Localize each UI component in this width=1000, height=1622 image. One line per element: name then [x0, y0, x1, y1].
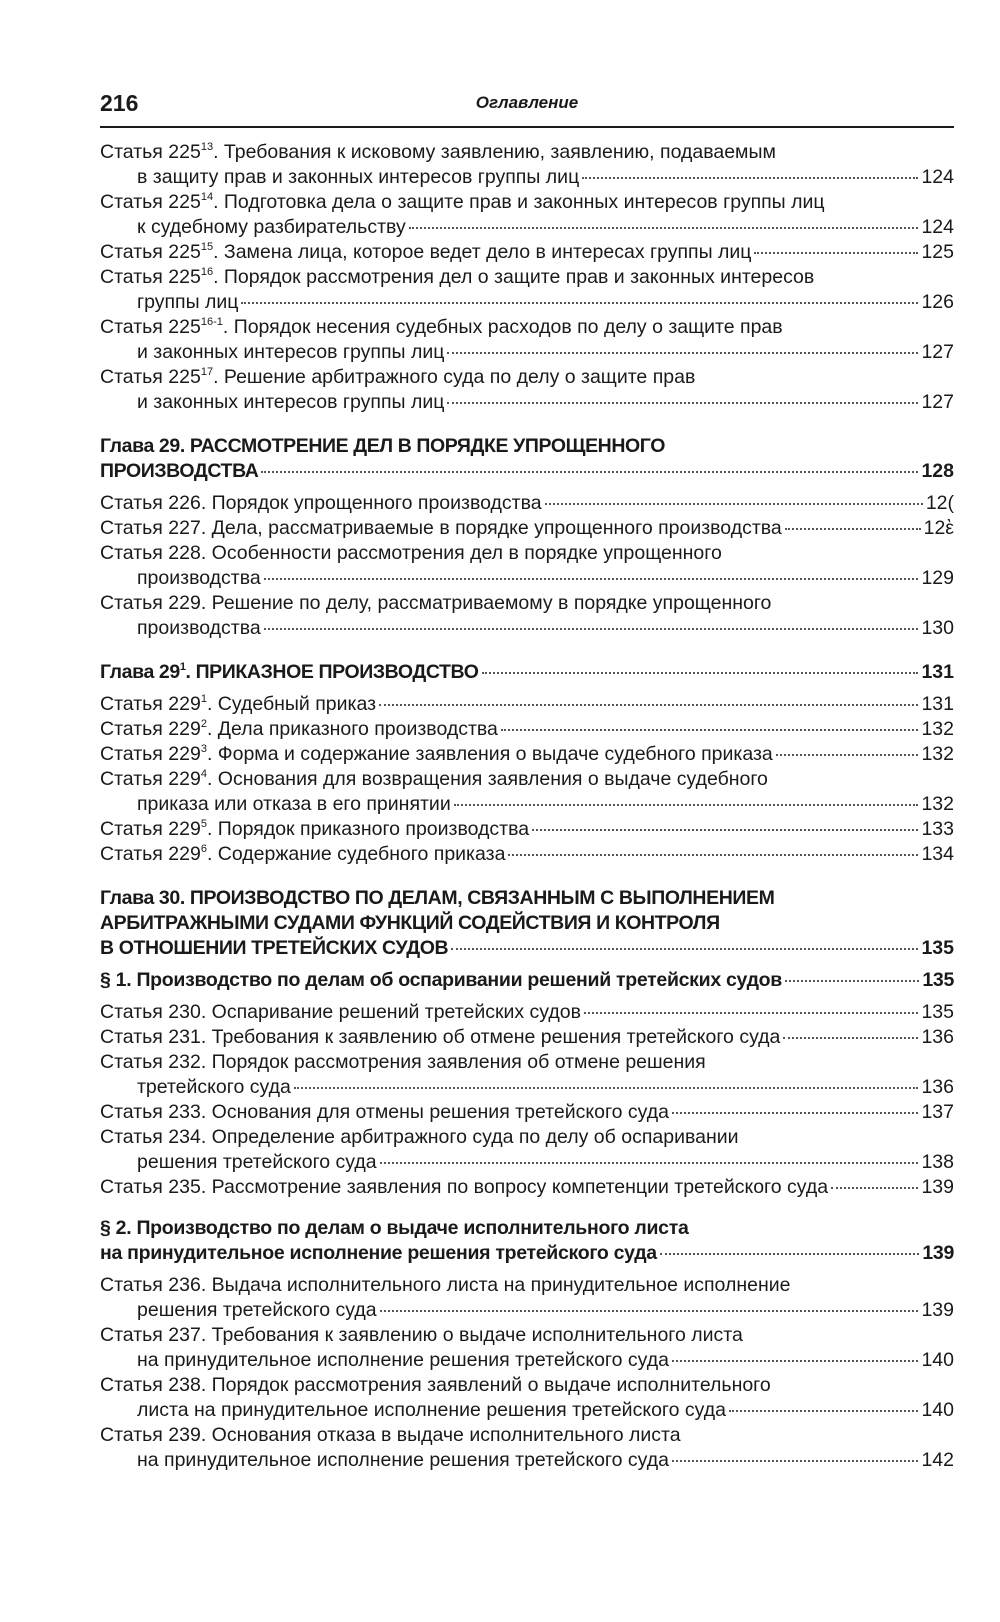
dot-leader	[501, 729, 919, 731]
entry-heading	[100, 591, 771, 616]
toc-line	[100, 491, 954, 516]
entry-number: Глава 29	[100, 661, 180, 683]
entry-number: Статья 237	[100, 1324, 201, 1346]
dot-leader	[261, 471, 918, 473]
entry-title: . Производство по делам об оспаривании решений третейских судов	[126, 969, 782, 991]
toc-line	[100, 165, 954, 190]
dot-leader	[380, 1310, 919, 1312]
entry-title: . Решение по делу, рассматриваемому в порядке упрощенного	[200, 592, 772, 614]
toc-line	[100, 817, 954, 842]
entry-title-cont: листа на принудительное исполнение решения третейского суда	[137, 1399, 726, 1421]
page-ref: 139	[922, 1242, 954, 1264]
entry-heading	[100, 140, 776, 165]
entry-heading	[100, 1175, 828, 1200]
entry-title-cont: третейского суда	[137, 1076, 291, 1098]
dot-leader	[241, 302, 918, 304]
entry-heading	[100, 516, 782, 541]
toc-line	[100, 968, 954, 993]
entry-number: § 1	[100, 969, 127, 991]
page-ref: 12(	[925, 492, 954, 514]
page-ref: 132	[921, 718, 954, 740]
toc-line	[100, 660, 954, 685]
toc-line	[100, 190, 954, 215]
page-ref: 132	[921, 793, 954, 815]
entry-title: . Производство по делам о выдаче исполнительного листа	[126, 1217, 689, 1239]
toc-line	[100, 541, 954, 566]
entry-heading	[100, 1100, 669, 1125]
toc-article	[100, 1373, 954, 1423]
toc-line	[100, 717, 954, 742]
entry-title-cont: решения третейского суда	[137, 1299, 377, 1321]
toc-line	[100, 1448, 954, 1473]
entry-heading	[100, 1423, 681, 1448]
dot-leader	[783, 1037, 918, 1039]
page-ref: 131	[921, 693, 954, 715]
entry-title-cont: на принудительное исполнение решения третейского суда	[137, 1349, 669, 1371]
entry-title: . Основания для отмены решения третейского суда	[200, 1101, 669, 1123]
dot-leader	[672, 1112, 918, 1114]
entry-title: . Определение арбитражного суда по делу об оспаривании	[200, 1126, 739, 1148]
entry-title: . Рассмотрение заявления по вопросу компетенции третейского суда	[200, 1176, 829, 1198]
entry-superscript: 3	[200, 743, 207, 755]
entry-number: Статья 229	[100, 693, 201, 715]
toc-line	[100, 365, 954, 390]
toc-article	[100, 1125, 954, 1175]
entry-title: . Решение арбитражного суда по делу о защите прав	[213, 366, 696, 388]
entry-number: Статья 229	[100, 743, 201, 765]
page-ref: 136	[921, 1076, 954, 1098]
toc-chapter	[100, 660, 954, 685]
dot-leader	[409, 227, 919, 229]
entry-title-cont: на принудительное исполнение решения третейского суда	[137, 1449, 669, 1471]
toc-line	[100, 459, 954, 484]
entry-title-cont: АРБИТРАЖНЫМИ СУДАМИ ФУНКЦИЙ СОДЕЙСТВИЯ И КОНТРОЛЯ	[100, 912, 720, 934]
entry-title-cont: ПРОИЗВОДСТВА	[100, 460, 259, 482]
toc-article	[100, 591, 954, 641]
toc-line	[100, 140, 954, 165]
toc-line	[100, 340, 954, 365]
toc-line	[100, 1025, 954, 1050]
dot-leader	[672, 1360, 919, 1362]
toc-line	[100, 1075, 954, 1100]
entry-title: . РАССМОТРЕНИЕ ДЕЛ В ПОРЯДКЕ УПРОЩЕННОГО	[179, 435, 665, 457]
toc-line	[100, 1423, 954, 1448]
entry-heading	[100, 315, 783, 340]
dot-leader	[660, 1253, 920, 1255]
toc-article	[100, 541, 954, 591]
toc-line	[100, 1298, 954, 1323]
toc-line	[100, 265, 954, 290]
entry-heading	[100, 817, 529, 842]
entry-number: Глава 29	[100, 435, 180, 457]
entry-title: . Порядок рассмотрения дел о защите прав и законных интересов	[213, 266, 815, 288]
toc-line	[100, 1125, 954, 1150]
page-ref: 133	[921, 818, 954, 840]
entry-superscript: 2	[200, 718, 207, 730]
toc-article	[100, 140, 954, 190]
entry-title: . Дела приказного производства	[206, 718, 498, 740]
dot-leader	[447, 402, 918, 404]
entry-number: Статья 230	[100, 1001, 201, 1023]
toc-line	[100, 1241, 954, 1266]
page-ref: 12ὲ	[923, 517, 954, 539]
entry-heading	[100, 434, 665, 459]
entry-number: Статья 226	[100, 492, 201, 514]
toc-line	[100, 315, 954, 340]
toc-line	[100, 390, 954, 415]
toc-article	[100, 1100, 954, 1125]
entry-title: . Основания для возвращения заявления о выдаче судебного	[206, 768, 768, 790]
entry-superscript: 5	[200, 818, 207, 830]
entry-title: . Порядок рассмотрения заявлений о выдаче исполнительного	[200, 1374, 771, 1396]
entry-heading	[100, 190, 825, 215]
page-ref: 135	[922, 969, 954, 991]
entry-heading	[100, 365, 695, 390]
dot-leader	[482, 672, 919, 674]
entry-number: Статья 225	[100, 366, 201, 388]
page-ref: 131	[921, 661, 954, 683]
toc-article	[100, 1000, 954, 1025]
page-ref: 137	[921, 1101, 954, 1123]
entry-heading	[100, 660, 479, 685]
toc-article	[100, 315, 954, 365]
entry-superscript: 1	[200, 693, 207, 705]
entry-number: Статья 229	[100, 843, 201, 865]
entry-number: Глава 30	[100, 887, 180, 909]
entry-title-cont: В ОТНОШЕНИИ ТРЕТЕЙСКИХ СУДОВ	[100, 937, 449, 959]
entry-number: Статья 225	[100, 191, 201, 213]
entry-heading	[100, 265, 814, 290]
toc-line	[100, 1175, 954, 1200]
entry-title: . Порядок рассмотрения заявления об отмене решения	[200, 1051, 706, 1073]
entry-number: Статья 234	[100, 1126, 201, 1148]
toc-chapter	[100, 886, 954, 961]
dot-leader	[582, 177, 918, 179]
entry-number: Статья 229	[100, 718, 201, 740]
entry-number: Статья 239	[100, 1424, 201, 1446]
entry-heading	[100, 692, 376, 717]
dot-leader	[451, 948, 918, 950]
toc-article	[100, 365, 954, 415]
entry-number: § 2	[100, 1217, 127, 1239]
page-ref: 136	[921, 1026, 954, 1048]
toc-article	[100, 516, 954, 541]
entry-title: . Замена лица, которое ведет дело в интересах группы лиц	[213, 241, 752, 263]
entry-number: Статья 229	[100, 768, 201, 790]
entry-heading	[100, 1000, 581, 1025]
toc-article	[100, 1423, 954, 1473]
toc-line	[100, 290, 954, 315]
page-ref: 134	[921, 843, 954, 865]
toc-line	[100, 842, 954, 867]
entry-number: Статья 225	[100, 316, 201, 338]
entry-number: Статья 238	[100, 1374, 201, 1396]
entry-superscript: 4	[200, 768, 207, 780]
toc-line	[100, 516, 954, 541]
page-ref: 135	[921, 1001, 954, 1023]
entry-number: Статья 225	[100, 266, 201, 288]
entry-number: Статья 229	[100, 818, 201, 840]
page-ref: 140	[921, 1399, 954, 1421]
toc-line	[100, 1050, 954, 1075]
dot-leader	[454, 804, 919, 806]
toc-article	[100, 1175, 954, 1200]
entry-title: . Содержание судебного приказа	[206, 843, 506, 865]
toc-line	[100, 215, 954, 240]
entry-superscript: 6	[200, 843, 207, 855]
page-ref: 127	[921, 341, 954, 363]
entry-heading	[100, 240, 751, 265]
entry-title: . Подготовка дела о защите прав и законных интересов группы лиц	[213, 191, 825, 213]
entry-number: Статья 236	[100, 1274, 201, 1296]
dot-leader	[672, 1460, 919, 1462]
page-ref: 129	[921, 567, 954, 589]
toc-section	[100, 968, 954, 993]
entry-heading	[100, 491, 542, 516]
toc-article	[100, 1025, 954, 1050]
toc-article	[100, 692, 954, 717]
entry-heading	[100, 968, 782, 993]
toc-line	[100, 1150, 954, 1175]
entry-title: . ПРИКАЗНОЕ ПРОИЗВОДСТВО	[185, 661, 479, 683]
entry-heading	[100, 1273, 790, 1298]
toc-line	[100, 1273, 954, 1298]
entry-heading	[100, 886, 774, 911]
dot-leader	[264, 628, 919, 630]
page-ref: 126	[921, 291, 954, 313]
entry-superscript: 14	[200, 191, 214, 203]
dot-leader	[447, 352, 918, 354]
entry-title: . Порядок упрощенного производства	[200, 492, 542, 514]
entry-title: . ПРОИЗВОДСТВО ПО ДЕЛАМ, СВЯЗАННЫМ С ВЫПОЛНЕНИЕМ	[179, 887, 775, 909]
toc-article	[100, 717, 954, 742]
toc-line	[100, 1348, 954, 1373]
dot-leader	[545, 503, 923, 505]
toc-article	[100, 817, 954, 842]
entry-number: Статья 228	[100, 542, 201, 564]
entry-superscript: 15	[200, 241, 214, 253]
entry-title: . Требования к исковому заявлению, заявлению, подаваемым	[213, 141, 776, 163]
entry-title-cont: группы лиц	[137, 291, 239, 313]
toc-line	[100, 616, 954, 641]
entry-number: Статья 225	[100, 141, 201, 163]
entry-heading	[100, 1323, 743, 1348]
entry-number: Статья 229	[100, 592, 201, 614]
entry-title: . Порядок несения судебных расходов по делу о защите прав	[222, 316, 783, 338]
entry-heading	[100, 1025, 780, 1050]
dot-leader	[294, 1087, 919, 1089]
entry-title: . Выдача исполнительного листа на принудительное исполнение	[200, 1274, 791, 1296]
page-ref: 140	[921, 1349, 954, 1371]
entry-heading	[100, 1050, 706, 1075]
entry-heading	[100, 1373, 771, 1398]
page-ref: 139	[921, 1176, 954, 1198]
dot-leader	[508, 854, 918, 856]
dot-leader	[584, 1012, 918, 1014]
dot-leader	[785, 980, 919, 982]
entry-title: . Дела, рассматриваемые в порядке упрощенного производства	[200, 517, 782, 539]
entry-number: Статья 231	[100, 1026, 201, 1048]
page-ref: 132	[921, 743, 954, 765]
dot-leader	[831, 1187, 918, 1189]
toc-article	[100, 265, 954, 315]
entry-superscript: 16	[200, 266, 214, 278]
toc-line	[100, 742, 954, 767]
toc-line	[100, 1000, 954, 1025]
toc-line	[100, 240, 954, 265]
toc-line	[100, 1373, 954, 1398]
entry-superscript: 17	[200, 366, 214, 378]
toc-line	[100, 792, 954, 817]
entry-title-cont: решения третейского суда	[137, 1151, 377, 1173]
toc-article	[100, 491, 954, 516]
dot-leader	[264, 578, 919, 580]
page-ref: 124	[921, 216, 954, 238]
entry-title: . Судебный приказ	[206, 693, 377, 715]
entry-title: . Особенности рассмотрения дел в порядке упрощенного	[200, 542, 722, 564]
entry-heading	[100, 1125, 739, 1150]
entry-heading	[100, 1216, 689, 1241]
toc-line	[100, 1323, 954, 1348]
toc-line	[100, 591, 954, 616]
toc-line	[100, 911, 954, 936]
entry-number: Статья 232	[100, 1051, 201, 1073]
toc-article	[100, 842, 954, 867]
dot-leader	[776, 754, 919, 756]
page-header	[100, 86, 954, 128]
entry-title-cont: и законных интересов группы лиц	[137, 391, 445, 413]
toc-article	[100, 1323, 954, 1373]
entry-superscript: 13	[200, 141, 214, 153]
page-ref: 128	[921, 460, 954, 482]
table-of-contents	[100, 140, 954, 1473]
running-title: Оглавление	[475, 93, 579, 112]
toc-line	[100, 936, 954, 961]
entry-number: Статья 235	[100, 1176, 201, 1198]
entry-number: Статья 225	[100, 241, 201, 263]
page-ref: 142	[921, 1449, 954, 1471]
entry-title-cont: в защиту прав и законных интересов группы лиц	[137, 166, 580, 188]
dot-leader	[785, 528, 921, 530]
page-ref: 139	[921, 1299, 954, 1321]
toc-article	[100, 190, 954, 240]
dot-leader	[729, 1410, 919, 1412]
entry-heading	[100, 742, 773, 767]
toc-article	[100, 1273, 954, 1323]
toc-line	[100, 767, 954, 792]
entry-title-cont: приказа или отказа в его принятии	[137, 793, 451, 815]
entry-title-cont: и законных интересов группы лиц	[137, 341, 445, 363]
page-ref: 130	[921, 617, 954, 639]
entry-title-cont: производства	[137, 617, 261, 639]
page-number: 216	[100, 90, 139, 116]
page-ref: 127	[921, 391, 954, 413]
entry-number: Статья 227	[100, 517, 201, 539]
toc-chapter	[100, 434, 954, 484]
page-ref: 138	[921, 1151, 954, 1173]
entry-title: . Порядок приказного производства	[206, 818, 530, 840]
toc-article	[100, 767, 954, 817]
entry-title: . Требования к заявлению о выдаче исполнительного листа	[200, 1324, 743, 1346]
entry-title-cont: производства	[137, 567, 261, 589]
toc-line	[100, 434, 954, 459]
entry-title: . Требования к заявлению об отмене решения третейского суда	[200, 1026, 781, 1048]
entry-superscript: 16-1	[200, 316, 223, 328]
dot-leader	[379, 704, 918, 706]
dot-leader	[532, 829, 918, 831]
toc-article	[100, 1050, 954, 1100]
toc-article	[100, 240, 954, 265]
entry-title: . Форма и содержание заявления о выдаче судебного приказа	[206, 743, 773, 765]
toc-line	[100, 566, 954, 591]
entry-title-cont: к судебному разбирательству	[137, 216, 406, 238]
entry-heading	[100, 767, 768, 792]
page-ref: 125	[921, 241, 954, 263]
page-ref: 135	[921, 937, 954, 959]
entry-heading	[100, 717, 498, 742]
dot-leader	[754, 252, 918, 254]
toc-line	[100, 692, 954, 717]
toc-section	[100, 1216, 954, 1266]
entry-title: . Основания отказа в выдаче исполнительного листа	[200, 1424, 681, 1446]
page-ref: 124	[921, 166, 954, 188]
toc-line	[100, 1216, 954, 1241]
toc-line	[100, 1100, 954, 1125]
entry-superscript: 1	[179, 661, 186, 673]
toc-line	[100, 1398, 954, 1423]
entry-number: Статья 233	[100, 1101, 201, 1123]
toc-line	[100, 886, 954, 911]
entry-heading	[100, 541, 722, 566]
toc-article	[100, 742, 954, 767]
entry-heading	[100, 842, 505, 867]
dot-leader	[380, 1162, 919, 1164]
entry-title: . Оспаривание решений третейских судов	[200, 1001, 581, 1023]
entry-title-cont: на принудительное исполнение решения третейского суда	[100, 1242, 657, 1264]
